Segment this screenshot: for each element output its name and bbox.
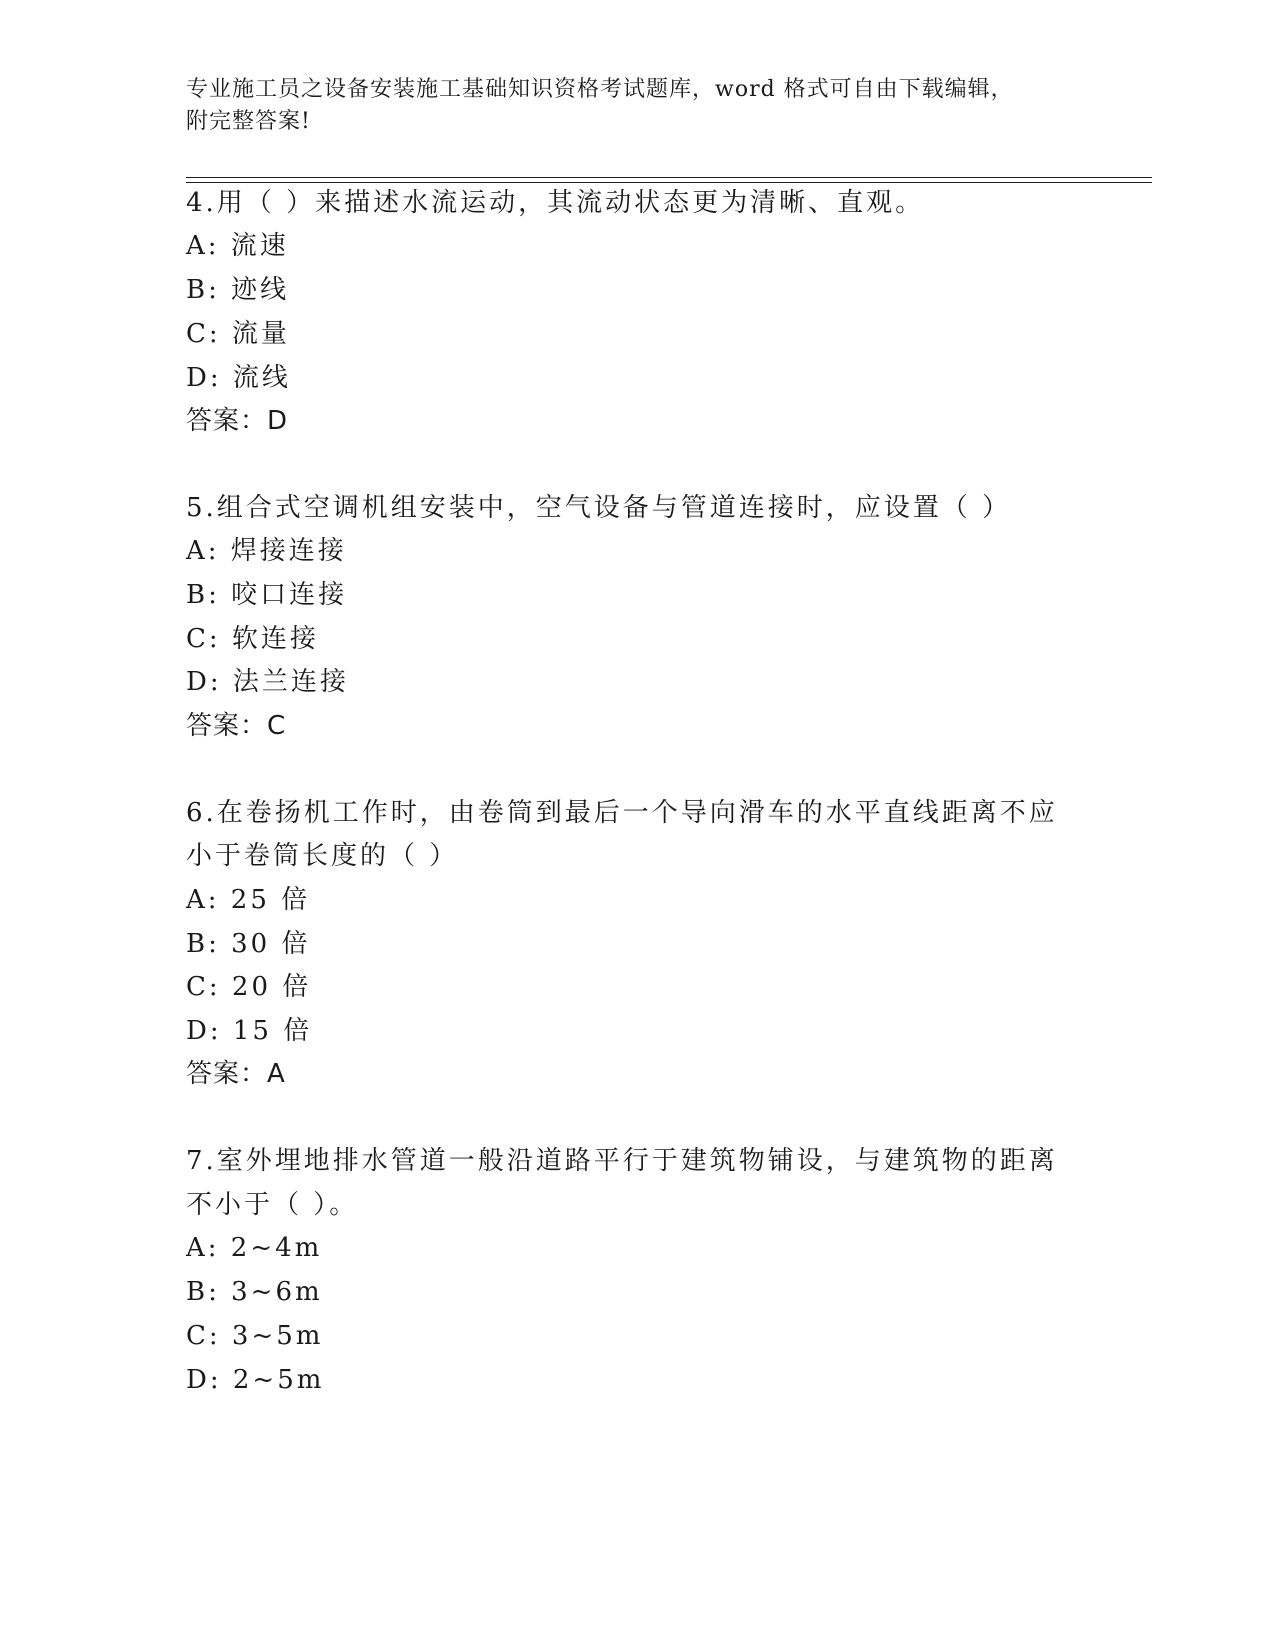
question-4-answer: 答案：D xyxy=(186,406,289,436)
question-4-stem: 4.用（ ）来描述水流运动，其流动状态更为清晰、直观。 xyxy=(186,188,925,218)
question-6-option-b: B: 30 倍 xyxy=(186,929,311,959)
header-rule-bottom xyxy=(186,182,1152,183)
question-6-option-c: C: 20 倍 xyxy=(186,972,312,1002)
question-5-option-c: C: 软连接 xyxy=(186,624,319,654)
question-7-option-a: A: 2~4m xyxy=(186,1233,323,1263)
question-4-option-c: C: 流量 xyxy=(186,319,290,349)
question-5-answer: 答案：C xyxy=(186,711,287,741)
header-line-2: 附完整答案! xyxy=(186,109,311,134)
question-4-option-d: D: 流线 xyxy=(186,363,291,393)
question-6-stem-line-2: 小于卷筒长度的（ ） xyxy=(186,841,459,871)
question-5-option-a: A: 焊接连接 xyxy=(186,536,347,566)
question-5-option-b: B: 咬口连接 xyxy=(186,580,348,610)
header-line-1: 专业施工员之设备安装施工基础知识资格考试题库，word 格式可自由下载编辑， xyxy=(186,77,1014,102)
question-7-stem-line-2: 不小于（ ）。 xyxy=(186,1190,359,1220)
question-5-stem: 5.组合式空调机组安装中，空气设备与管道连接时，应设置（ ） xyxy=(186,493,1012,523)
question-7-stem-line-1: 7.室外埋地排水管道一般沿道路平行于建筑物铺设，与建筑物的距离 xyxy=(186,1146,1058,1176)
header-rule-top xyxy=(186,177,1152,178)
question-6-option-a: A: 25 倍 xyxy=(186,885,311,915)
document-header xyxy=(186,74,1066,138)
question-4-option-b: B: 迹线 xyxy=(186,275,290,305)
question-6-answer: 答案：A xyxy=(186,1059,286,1089)
question-7-option-c: C: 3~5m xyxy=(186,1321,324,1351)
question-4-option-a: A: 流速 xyxy=(186,231,289,261)
question-5-option-d: D: 法兰连接 xyxy=(186,667,349,697)
question-7-option-b: B: 3~6m xyxy=(186,1277,323,1307)
question-6-option-d: D: 15 倍 xyxy=(186,1016,313,1046)
question-6-stem-line-1: 6.在卷扬机工作时，由卷筒到最后一个导向滑车的水平直线距离不应 xyxy=(186,798,1058,828)
question-7-option-d: D: 2~5m xyxy=(186,1365,325,1395)
